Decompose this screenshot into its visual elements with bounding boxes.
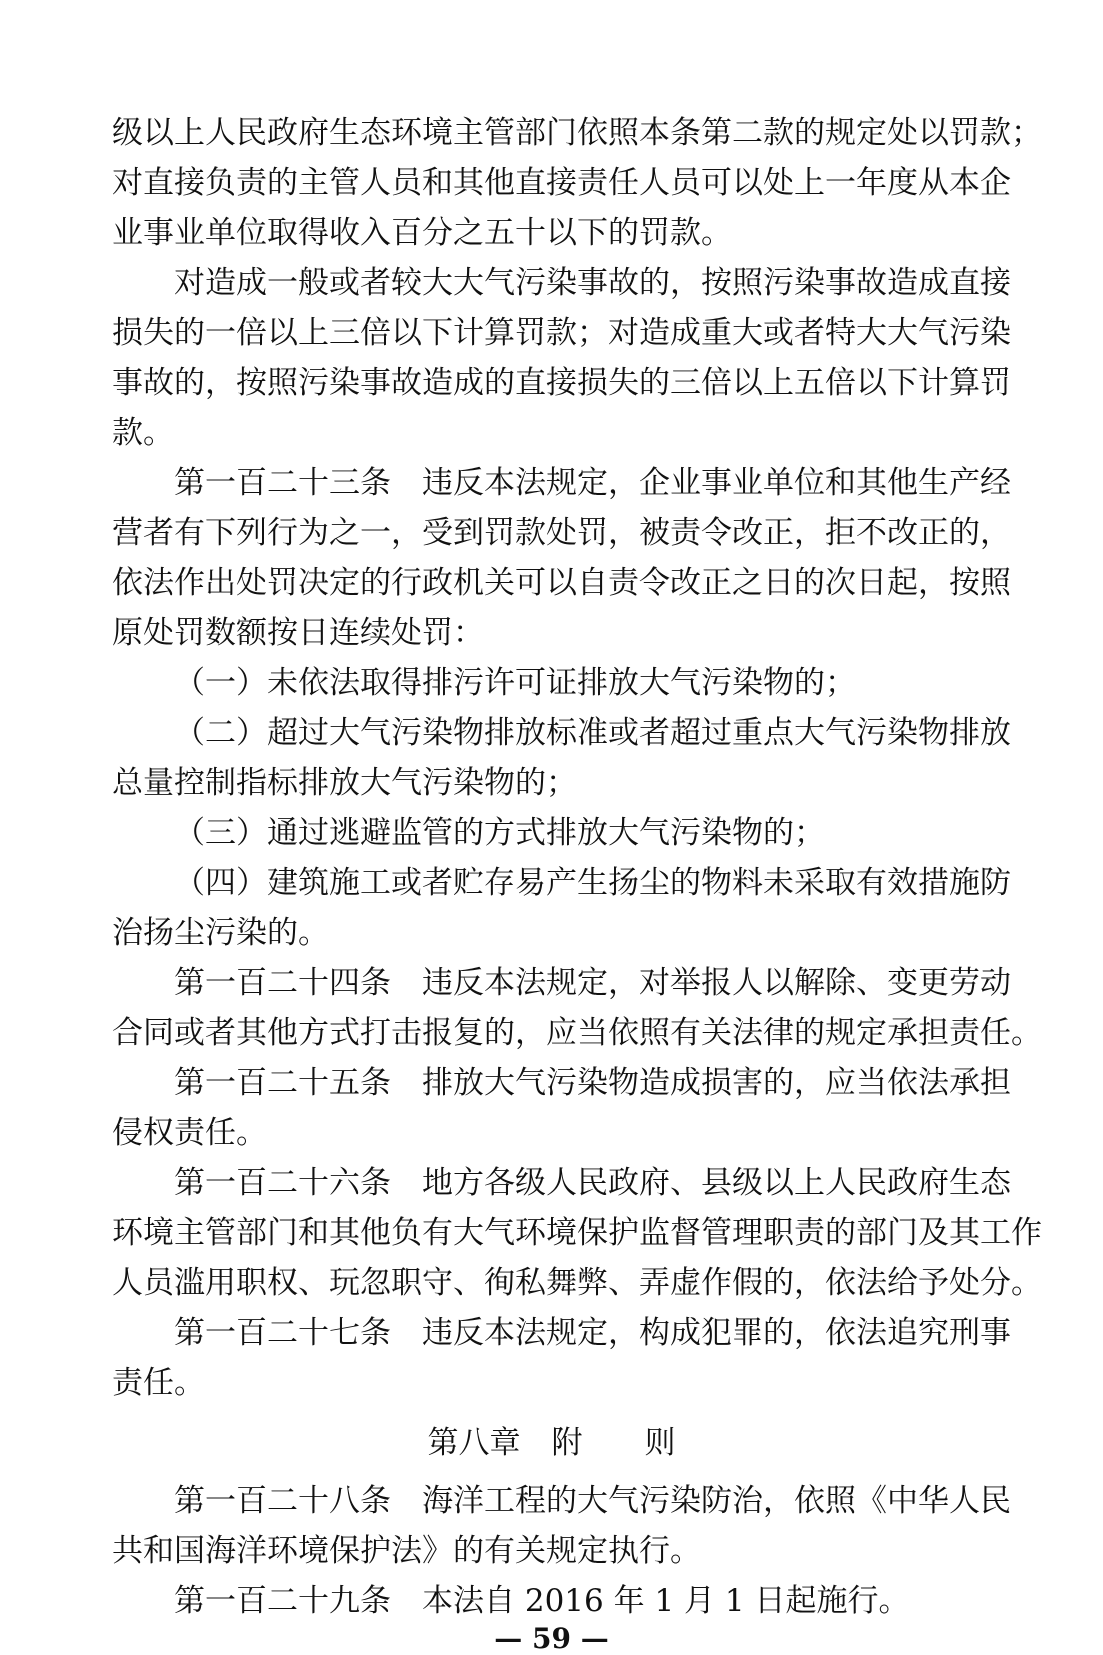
text-line: 总量控制指标排放大气污染物的； — [112, 765, 577, 801]
article-129: 第一百二十九条 本法自 2016 年 1 月 1 日起施行。 — [174, 1583, 910, 1619]
chapter-heading: 第八章 附 则 — [427, 1425, 676, 1461]
text-line: 原处罚数额按日连续处罚： — [112, 615, 484, 651]
list-item: （二）超过大气污染物排放标准或者超过重点大气污染物排放 — [174, 715, 1011, 751]
text-line: 事故的，按照污染事故造成的直接损失的三倍以上五倍以下计算罚 — [112, 365, 1011, 401]
text-line: 损失的一倍以上三倍以下计算罚款；对造成重大或者特大大气污染 — [112, 315, 1011, 351]
text-line: 人员滥用职权、玩忽职守、徇私舞弊、弄虚作假的，依法给予处分。 — [112, 1265, 1042, 1301]
text-line: 营者有下列行为之一，受到罚款处罚，被责令改正，拒不改正的， — [112, 515, 1011, 551]
article-126: 第一百二十六条 地方各级人民政府、县级以上人民政府生态 — [174, 1165, 1011, 1201]
list-item: （三）通过逃避监管的方式排放大气污染物的； — [174, 815, 825, 851]
text-line: 共和国海洋环境保护法》的有关规定执行。 — [112, 1533, 701, 1569]
text-line: 对造成一般或者较大大气污染事故的，按照污染事故造成直接 — [174, 265, 1011, 301]
article-125: 第一百二十五条 排放大气污染物造成损害的，应当依法承担 — [174, 1065, 1011, 1101]
text-line: 环境主管部门和其他负有大气环境保护监督管理职责的部门及其工作 — [112, 1215, 1042, 1251]
text-line: 依法作出处罚决定的行政机关可以自责令改正之日的次日起，按照 — [112, 565, 1011, 601]
text-line: 侵权责任。 — [112, 1115, 267, 1151]
list-item: （四）建筑施工或者贮存易产生扬尘的物料未采取有效措施防 — [174, 865, 1011, 901]
page-number: — 59 — — [494, 1622, 609, 1655]
text-line: 级以上人民政府生态环境主管部门依照本条第二款的规定处以罚款； — [112, 115, 1042, 151]
text-line: 合同或者其他方式打击报复的，应当依照有关法律的规定承担责任。 — [112, 1015, 1042, 1051]
text-line: 对直接负责的主管人员和其他直接责任人员可以处上一年度从本企 — [112, 165, 1011, 201]
article-124: 第一百二十四条 违反本法规定，对举报人以解除、变更劳动 — [174, 965, 1011, 1001]
article-128: 第一百二十八条 海洋工程的大气污染防治，依照《中华人民 — [174, 1483, 1011, 1519]
text-line: 治扬尘污染的。 — [112, 915, 329, 951]
article-123: 第一百二十三条 违反本法规定，企业事业单位和其他生产经 — [174, 465, 1011, 501]
text-line: 业事业单位取得收入百分之五十以下的罚款。 — [112, 215, 732, 251]
article-127: 第一百二十七条 违反本法规定，构成犯罪的，依法追究刑事 — [174, 1315, 1011, 1351]
text-line: 责任。 — [112, 1365, 205, 1401]
text-line: 款。 — [112, 415, 174, 451]
list-item: （一）未依法取得排污许可证排放大气污染物的； — [174, 665, 856, 701]
